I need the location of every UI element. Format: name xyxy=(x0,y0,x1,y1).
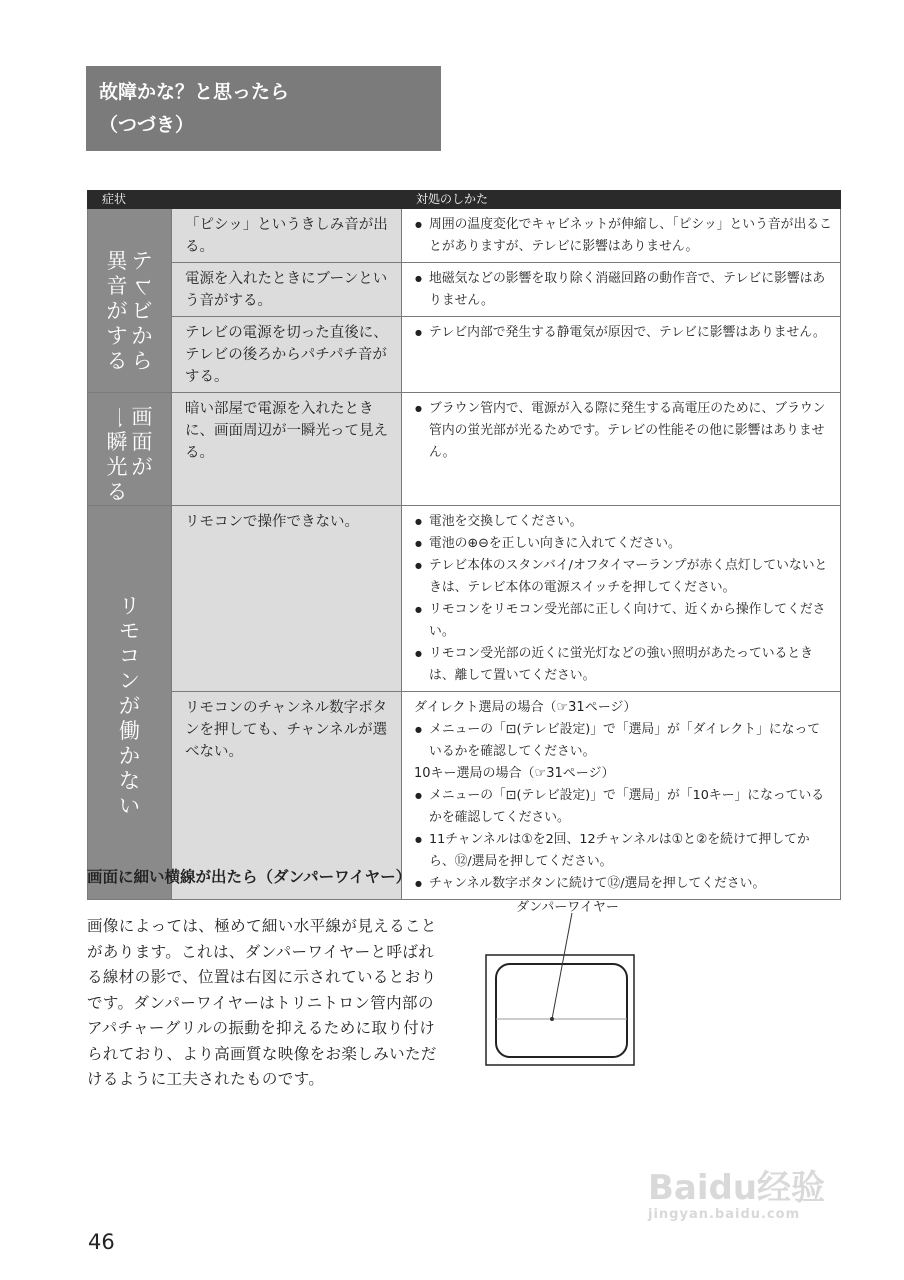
remedy-item: ● 電池を交換してください。 xyxy=(414,511,832,533)
table-row xyxy=(88,393,841,506)
category-col: 画 面 が xyxy=(131,405,153,479)
watermark-brand: Baidu经验 xyxy=(648,1168,826,1208)
remedy-cell xyxy=(402,263,841,317)
table-row xyxy=(88,506,841,692)
remedy-cell xyxy=(402,317,841,393)
category-screen-flash xyxy=(88,393,172,506)
troubleshooting-table xyxy=(87,190,841,900)
symptom-cell: リモコンのチャンネル数字ボタンを押しても、チャンネルが選べない。 xyxy=(172,692,402,900)
remedy-item: ● リモコンをリモコン受光部に正しく向けて、近くから操作してください。 xyxy=(414,599,832,643)
title-line-1: 故障かな？と思ったら xyxy=(99,81,290,103)
page-number: 46 xyxy=(88,1230,115,1254)
table-row xyxy=(88,209,841,263)
category-col: リ モ コ ン が 働 か な い xyxy=(119,594,140,818)
header-symptom: 症状 xyxy=(88,191,402,209)
remedy-item: ● 地磁気などの影響を取り除く消磁回路の動作音で、テレビに影響はありません。 xyxy=(414,268,832,312)
remedy-item: ● 電池の⊕⊖を正しい向きに入れてください。 xyxy=(414,533,832,555)
watermark-url: jingyan.baidu.com xyxy=(648,1207,801,1222)
tenkey-tuning-heading: 10キー選局の場合（☞31ページ） xyxy=(414,766,615,781)
remedy-item: ● リモコン受光部の近くに蛍光灯などの強い照明があたっているときは、離して置いてください。 xyxy=(414,643,832,687)
damper-wire-heading: 画面に細い横線が出たら（ダンパーワイヤー） xyxy=(87,868,412,886)
diagram-label: ダンパーワイヤー xyxy=(516,900,619,915)
category-col: テ レ ビ か ら xyxy=(130,249,155,373)
symptom-cell: リモコンで操作できない。 xyxy=(172,506,402,692)
remedy-item: ● テレビ本体のスタンバイ/オフタイマーランプが赤く点灯していないときは、テレビ本体の電源スイッチを押してください。 xyxy=(414,555,832,599)
symptom-cell: テレビの電源を切った直後に、テレビの後ろからパチパチ音がする。 xyxy=(172,317,402,393)
tv-screen xyxy=(496,964,627,1057)
symptom-cell: 「ピシッ」というきしみ音が出る。 xyxy=(172,209,402,263)
category-tv-noise xyxy=(88,209,172,393)
remedy-item: ● ブラウン管内で、電源が入る際に発生する高電圧のために、ブラウン管内の蛍光部が光るためです。テレビの性能その他に影響はありません。 xyxy=(414,398,832,464)
remedy-item: ● 11チャンネルは①を2回、12チャンネルは①と②を続けて押してから、⑫/選局を押してください。 xyxy=(414,829,832,873)
symptom-cell: 暗い部屋で電源を入れたときに、画面周辺が一瞬光って見える。 xyxy=(172,393,402,506)
leader-dot xyxy=(550,1017,554,1021)
remedy-item: ● メニューの「⊡(テレビ設定)」で「選局」が「10キー」になっているかを確認してください。 xyxy=(414,785,832,829)
header-remedy: 対処のしかた xyxy=(402,191,841,209)
remedy-cell xyxy=(402,209,841,263)
table-row xyxy=(88,263,841,317)
symptom-cell: 電源を入れたときにブーンという音がする。 xyxy=(172,263,402,317)
damper-wire-body: 画像によっては、極めて細い水平線が見えることがあります。これは、ダンパーワイヤーと呼ばれる線材の影で、位置は右図に示されているとおりです。ダンパーワイヤーはトリニトロン管内部のアパチャーグリルの振動を抑えるために取り付けられており、より高画質な映像をお楽しみいただけるように工夫されたものです。 xyxy=(87,917,437,1088)
category-col: 一 瞬 光 る xyxy=(105,407,130,504)
remedy-item: ● 周囲の温度変化でキャビネットが伸縮し、「ピシッ」という音が出ることがありますが、テレビに影響はありません。 xyxy=(414,214,832,258)
remedy-item: ● メニューの「⊡(テレビ設定)」で「選局」が「ダイレクト」になっているかを確認してください。 xyxy=(414,719,832,763)
remedy-cell xyxy=(402,393,841,506)
watermark xyxy=(648,1160,825,1222)
tv-screen-diagram xyxy=(484,910,644,1070)
remedy-cell xyxy=(402,506,841,692)
page-title xyxy=(86,66,441,151)
remedy-item: ● チャンネル数字ボタンに続けて⑫/選局を押してください。 xyxy=(414,873,832,895)
category-col: 異 音 が す る xyxy=(106,249,128,373)
table-header-row xyxy=(88,191,841,209)
remedy-item: ● テレビ内部で発生する静電気が原因で、テレビに影響はありません。 xyxy=(414,322,832,344)
title-line-2: （つづき） xyxy=(99,114,195,136)
remedy-cell xyxy=(402,692,841,900)
table-row xyxy=(88,317,841,393)
category-remote xyxy=(88,506,172,900)
direct-tuning-heading: ダイレクト選局の場合（☞31ページ） xyxy=(414,700,637,715)
